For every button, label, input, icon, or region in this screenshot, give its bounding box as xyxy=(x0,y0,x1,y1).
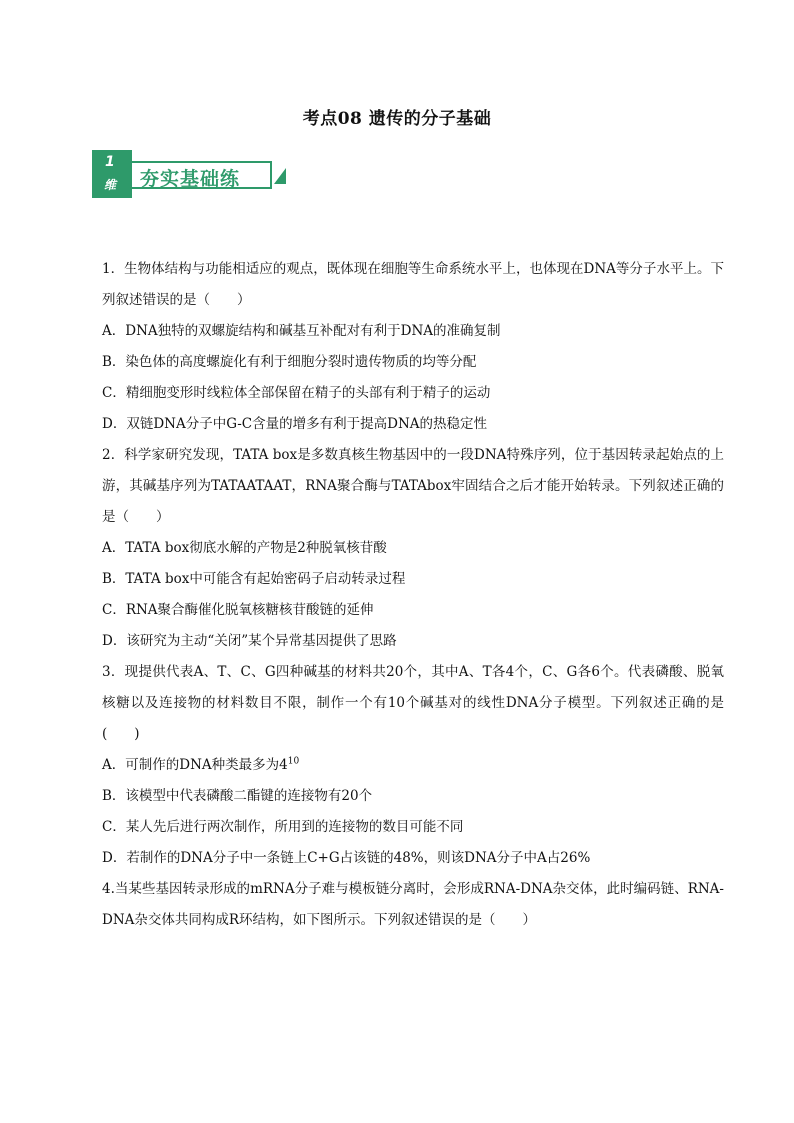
badge-label: 夯实基础练 xyxy=(140,168,241,190)
question-4 xyxy=(102,874,724,936)
question-stem: 2．科学家研究发现，TATA box是多数真核生物基因中的一段DNA特殊序列，位于基因转录起始点的上游，其碱基序列为TATAATAAT，RNA聚合酶与TATAbox牢固结合之后才能开始转录。下列叙述正确的是（ ） xyxy=(102,447,724,525)
option-a: A．DNA独特的双螺旋结构和碱基互补配对有利于DNA的准确复制 xyxy=(102,323,501,339)
badge-label-bar xyxy=(132,161,272,189)
question-stem: 1．生物体结构与功能相适应的观点，既体现在细胞等生命系统水平上，也体现在DNA等分子水平上。下列叙述错误的是（ ） xyxy=(102,261,724,308)
section-badge xyxy=(92,150,287,198)
option-a-exponent: 10 xyxy=(287,756,300,767)
question-list xyxy=(102,254,724,936)
option-b: B．该模型中代表磷酸二酯键的连接物有20个 xyxy=(102,788,373,804)
question-2 xyxy=(102,440,724,657)
option-d: D．双链DNA分子中G-C含量的增多有利于提高DNA的热稳定性 xyxy=(102,416,488,432)
option-b: B．染色体的高度螺旋化有利于细胞分裂时遗传物质的均等分配 xyxy=(102,354,477,370)
option-a-text: A．可制作的DNA种类最多为4 xyxy=(102,757,288,773)
option-a xyxy=(102,750,724,781)
page-title: 考点08 遗传的分子基础 xyxy=(302,109,492,129)
option-c: C．精细胞变形时线粒体全部保留在精子的头部有利于精子的运动 xyxy=(102,385,491,401)
option-d: D．该研究为主动“关闭”某个异常基因提供了思路 xyxy=(102,633,397,649)
badge-corner-icon xyxy=(274,168,286,184)
option-b: B．TATA box中可能含有起始密码子启动转录过程 xyxy=(102,571,406,587)
option-a: A．TATA box彻底水解的产物是2种脱氧核苷酸 xyxy=(102,540,387,556)
question-stem: 3．现提供代表A、T、C、G四种碱基的材料共20个，其中A、T各4个，C、G各6个。代表磷酸、脱氧核糖以及连接物的材料数目不限，制作一个有10个碱基对的线性DNA分子模型。下列叙述正确的是( ) xyxy=(102,664,724,742)
question-3 xyxy=(102,657,724,874)
badge-number: 1 xyxy=(105,154,115,170)
question-1 xyxy=(102,254,724,440)
option-c: C．RNA聚合酶催化脱氧核糖核苷酸链的延伸 xyxy=(102,602,374,618)
badge-unit: 维 xyxy=(104,178,117,192)
badge-number-block xyxy=(92,150,132,198)
question-stem: 4.当某些基因转录形成的mRNA分子难与模板链分离时，会形成RNA-DNA杂交体，此时编码链、RNA-DNA杂交体共同构成R环结构，如下图所示。下列叙述错误的是（ ） xyxy=(102,881,724,928)
option-c: C．某人先后进行两次制作，所用到的连接物的数目可能不同 xyxy=(102,819,464,835)
option-d: D．若制作的DNA分子中一条链上C+G占该链的48%，则该DNA分子中A占26% xyxy=(102,850,591,866)
